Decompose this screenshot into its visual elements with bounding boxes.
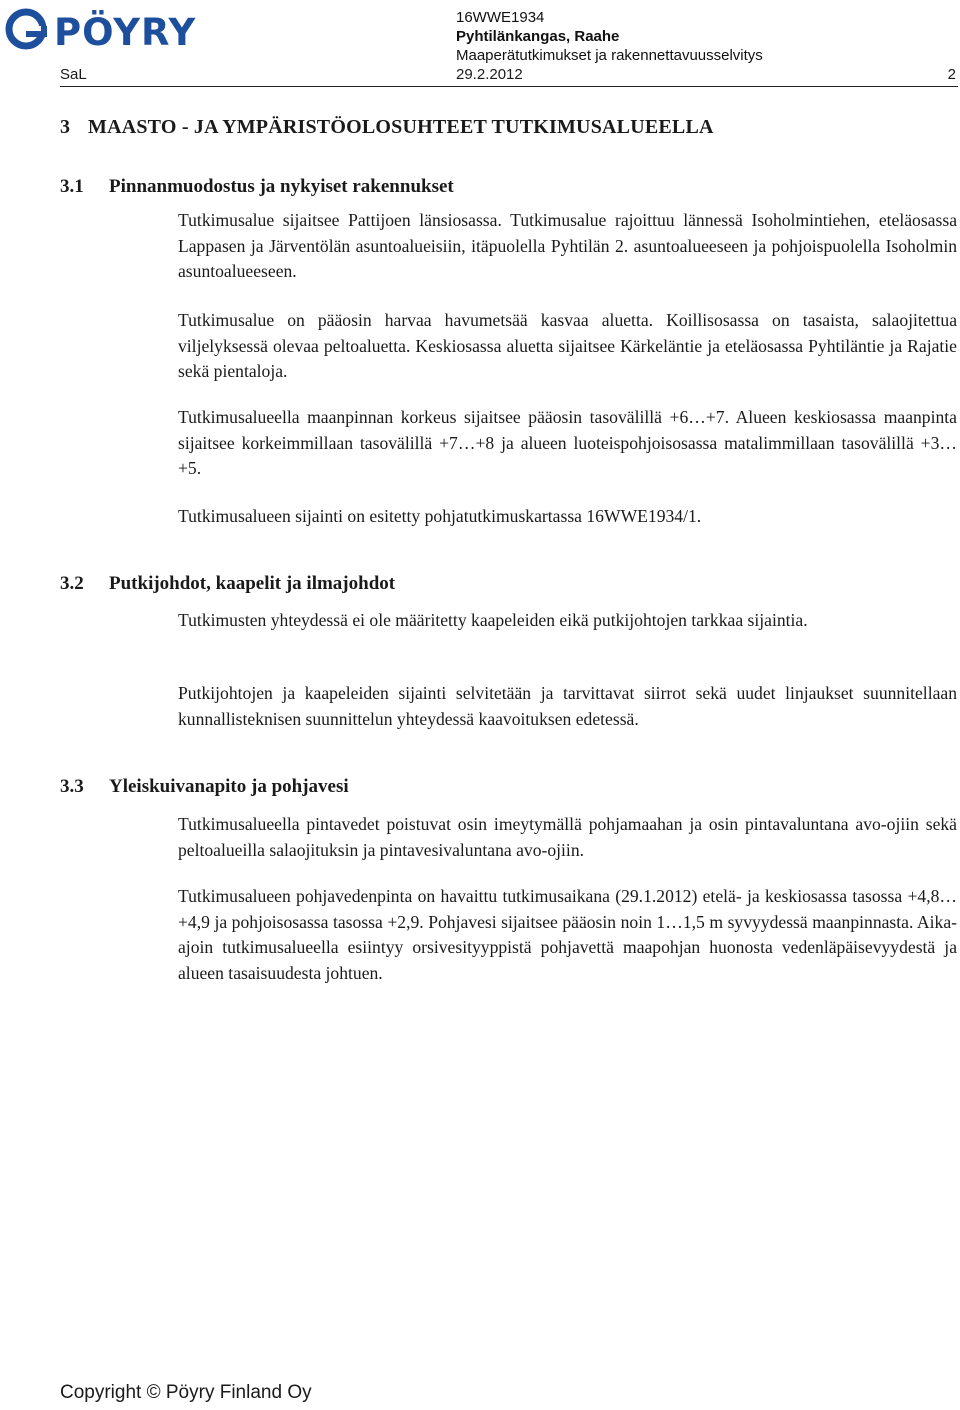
svg-text:PÖYRY: PÖYRY: [54, 11, 197, 54]
project-place: Pyhtilänkangas, Raahe: [456, 28, 620, 45]
section-title: Yleiskuivanapito ja pohjavesi: [109, 776, 349, 797]
chapter-number: 3: [60, 116, 71, 138]
section-heading-3-2: [60, 573, 395, 595]
paragraph: Tutkimusalue sijaitsee Pattijoen länsiosassa. Tutkimusalue rajoittuu lännessä Isoholmintiehen, eteläosassa Lappasen ja Järventölän asuntoalueisiin, itäpuolella Pyhtilän 2. asuntoalueeseen ja pohjoispuolella Isoholmin asuntoalueeseen.: [178, 210, 957, 281]
section-number: 3.2: [60, 573, 84, 594]
header-rule-line: [60, 66, 958, 87]
paragraph: Tutkimusalue on pääosin harvaa havumetsää kasvaa aluetta. Koillisosassa on tasaista, salaojitettua viljelyksessä olevaa peltoaluetta. Keskiosassa aluetta sijaitsee Kärkeläntie ja eteläosassa Pyhtiläntie ja Rajatie sekä pientaloja.: [178, 310, 957, 381]
document-date: 29.2.2012: [456, 66, 523, 83]
document-header: [456, 8, 763, 65]
section-number: 3.1: [60, 176, 84, 197]
section-title: Putkijohdot, kaapelit ja ilmajohdot: [109, 573, 396, 594]
section-heading-3-3: [60, 776, 349, 798]
report-title: Maaperätutkimukset ja rakennettavuusselvitys: [456, 47, 763, 64]
paragraph: Putkijohtojen ja kaapeleiden sijainti selvitetään ja tarvittavat siirrot sekä uudet linjaukset suunnitellaan kunnallisteknisen suunnittelun yhteydessä kaavoituksen edetessä.: [178, 683, 957, 729]
chapter-title: MAASTO - JA YMPÄRISTÖOLOSUHTEET TUTKIMUSALUEELLA: [88, 116, 714, 138]
section-number: 3.3: [60, 776, 84, 797]
paragraph: Tutkimusalueen sijainti on esitetty pohjatutkimuskartassa 16WWE1934/1.: [178, 506, 702, 526]
section-heading-3-1: [60, 176, 454, 198]
page-number: 2: [947, 66, 956, 83]
paragraph: Tutkimusalueen pohjavedenpinta on havaittu tutkimusaikana (29.1.2012) etelä- ja keskiosassa tasossa +4,8…+4,9 ja pohjoisosassa tasossa +2,9. Pohjavesi sijaitsee pääosin noin 1…1,5 m syvyydessä maanpinnasta. Aika-ajoin tutkimusalueella esiintyy orsivesityyppistä pohjavettä maapohjan huonosta vedenläpäisevyydestä ja alueen tasaisuudesta johtuen.: [178, 886, 957, 983]
chapter-heading: [60, 116, 714, 139]
paragraph: Tutkimusalueella pintavedet poistuvat osin imeytymällä pohjamaahan ja osin pintavaluntana avo-ojiin sekä peltoalueilla salaojituksin ja pintavesivaluntana avo-ojiin.: [178, 814, 957, 860]
poyry-logo-mark: [4, 4, 244, 54]
copyright-footer: Copyright © Pöyry Finland Oy: [60, 1382, 312, 1403]
author-initials: SaL: [60, 66, 87, 83]
poyry-logo: [4, 4, 244, 54]
project-code: 16WWE1934: [456, 9, 545, 26]
section-title: Pinnanmuodostus ja nykyiset rakennukset: [109, 176, 454, 197]
paragraph: Tutkimusten yhteydessä ei ole määritetty kaapeleiden eikä putkijohtojen tarkkaa sijaintia.: [178, 610, 808, 630]
paragraph: Tutkimusalueella maanpinnan korkeus sijaitsee pääosin tasovälillä +6…+7. Alueen keskiosassa maanpinta sijaitsee korkeimmillaan tasovälillä +7…+8 ja alueen luoteispohjoisosassa matalimmillaan tasovälillä +3…+5.: [178, 407, 957, 478]
